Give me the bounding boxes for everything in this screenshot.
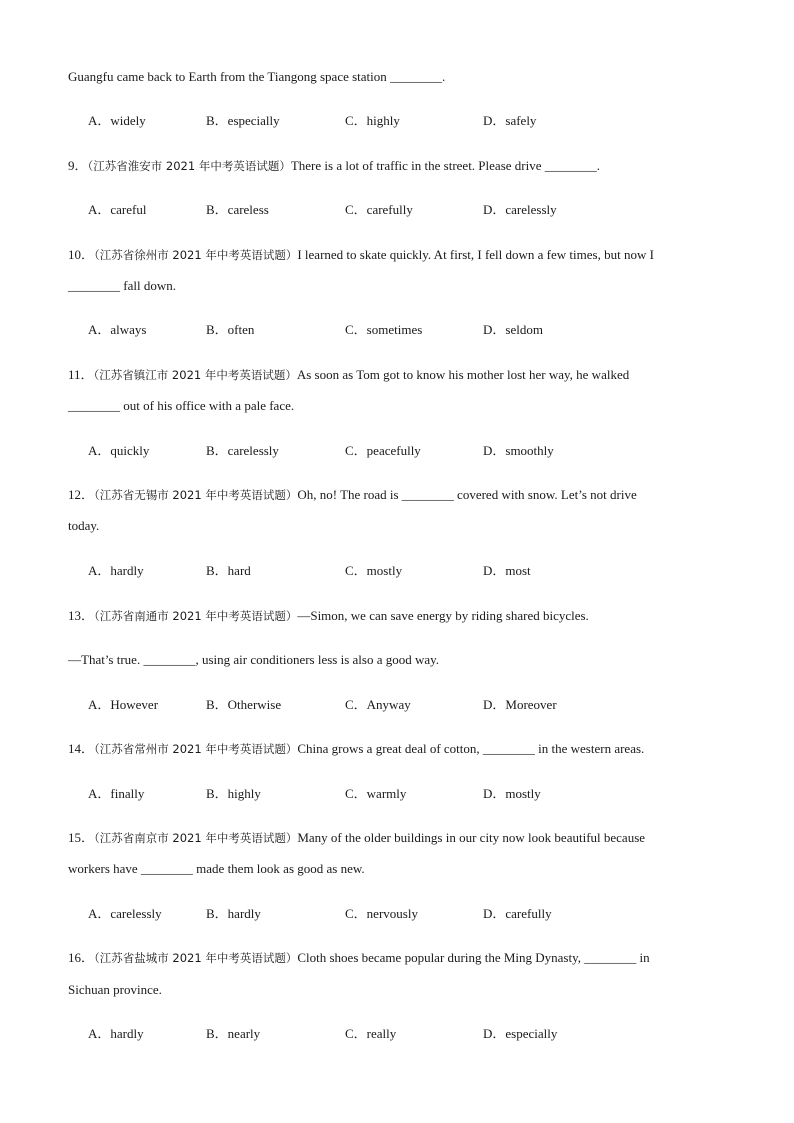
- q15-number: 15．: [68, 830, 95, 845]
- q8-option-b: B．especially: [206, 113, 280, 128]
- q12-option-b: B．hard: [206, 563, 251, 578]
- q9-option-b: B．careless: [206, 202, 269, 217]
- q14-stem: [68, 741, 728, 757]
- q14-source: （江苏省常州市 2021 年中考英语试题）: [94, 742, 298, 756]
- q12-stem: [68, 487, 728, 503]
- q14-number: 14．: [68, 741, 95, 756]
- q10-stem-line2: ________ fall down.: [68, 278, 176, 293]
- q11-stem: [68, 367, 728, 383]
- q9-option-d: D．carelessly: [483, 202, 557, 217]
- q15-stem: [68, 830, 728, 846]
- q9-options: [88, 202, 728, 218]
- q16-option-d: D．especially: [483, 1026, 558, 1041]
- q11-option-a: A．quickly: [88, 443, 150, 458]
- q9-stem: [68, 158, 728, 174]
- q11-option-c: C．peacefully: [345, 443, 421, 458]
- q12-number: 12．: [68, 487, 95, 502]
- q13-source: （江苏省南通市 2021 年中考英语试题）: [94, 609, 298, 623]
- q12-options: [88, 563, 728, 579]
- q16-number: 16．: [68, 950, 95, 965]
- q9-option-a: A．careful: [88, 202, 147, 217]
- q16-option-a: A．hardly: [88, 1026, 144, 1041]
- q8-option-d: D．safely: [483, 113, 537, 128]
- q16-options: [88, 1026, 728, 1042]
- q14-option-c: C．warmly: [345, 786, 407, 801]
- q13-option-d: D．Moreover: [483, 697, 557, 712]
- q8-option-c: C．highly: [345, 113, 400, 128]
- q15-option-a: A．carelessly: [88, 906, 162, 921]
- q13-options: [88, 697, 728, 713]
- q13-option-a: A．However: [88, 697, 159, 712]
- q12-text: Oh, no! The road is ________ covered with snow. Let’s not drive: [297, 487, 637, 502]
- q10-option-c: C．sometimes: [345, 322, 423, 337]
- q10-text: I learned to skate quickly. At first, I fell down a few times, but now I: [297, 247, 654, 262]
- q16-text: Cloth shoes became popular during the Ming Dynasty, ________ in: [297, 950, 650, 965]
- q16-option-b: B．nearly: [206, 1026, 261, 1041]
- q13-option-b: B．Otherwise: [206, 697, 282, 712]
- q16-source: （江苏省盐城市 2021 年中考英语试题）: [94, 951, 298, 965]
- q12-option-a: A．hardly: [88, 563, 144, 578]
- q10-option-a: A．always: [88, 322, 147, 337]
- q8-options: [88, 113, 728, 129]
- q13-number: 13．: [68, 608, 95, 623]
- q10-source: （江苏省徐州市 2021 年中考英语试题）: [94, 248, 298, 262]
- q13-text: —Simon, we can save energy by riding shared bicycles.: [297, 608, 589, 623]
- q16-stem: [68, 950, 728, 966]
- q13-stem-line2: —That’s true. ________, using air conditioners less is also a good way.: [68, 652, 440, 667]
- q15-option-b: B．hardly: [206, 906, 261, 921]
- q14-option-b: B．highly: [206, 786, 261, 801]
- q12-source: （江苏省无锡市 2021 年中考英语试题）: [94, 488, 298, 502]
- q8-stem-continuation: Guangfu came back to Earth from the Tiangong space station ________.: [68, 69, 446, 84]
- q11-stem-line2: ________ out of his office with a pale face.: [68, 398, 295, 413]
- q11-number: 11．: [68, 367, 94, 382]
- q10-option-d: D．seldom: [483, 322, 543, 337]
- q9-number: 9．: [68, 158, 88, 173]
- q12-stem-line2: today.: [68, 518, 100, 533]
- q14-option-a: A．finally: [88, 786, 145, 801]
- q8-option-a: A．widely: [88, 113, 146, 128]
- q15-text: Many of the older buildings in our city now look beautiful because: [297, 830, 646, 845]
- q13-stem: [68, 608, 728, 624]
- q10-stem: [68, 247, 728, 263]
- q11-option-d: D．smoothly: [483, 443, 554, 458]
- q11-text: As soon as Tom got to know his mother lost her way, he walked: [296, 367, 630, 382]
- q9-text: There is a lot of traffic in the street. Please drive ________.: [290, 158, 600, 173]
- q13-option-c: C．Anyway: [345, 697, 411, 712]
- q15-option-c: C．nervously: [345, 906, 418, 921]
- q12-option-d: D．most: [483, 563, 531, 578]
- q12-option-c: C．mostly: [345, 563, 403, 578]
- q15-source: （江苏省南京市 2021 年中考英语试题）: [94, 831, 298, 845]
- q11-option-b: B．carelessly: [206, 443, 279, 458]
- q9-source: （江苏省淮安市 2021 年中考英语试题）: [87, 159, 291, 173]
- q14-option-d: D．mostly: [483, 786, 541, 801]
- q14-text: China grows a great deal of cotton, ________ in the western areas.: [297, 741, 645, 756]
- q10-option-b: B．often: [206, 322, 255, 337]
- q14-options: [88, 786, 728, 802]
- q15-stem-line2: workers have ________ made them look as good as new.: [68, 861, 365, 876]
- q16-option-c: C．really: [345, 1026, 397, 1041]
- q10-options: [88, 322, 728, 338]
- q15-option-d: D．carefully: [483, 906, 552, 921]
- q16-stem-line2: Sichuan province.: [68, 982, 162, 997]
- q11-options: [88, 443, 728, 459]
- q9-option-c: C．carefully: [345, 202, 413, 217]
- q11-source: （江苏省镇江市 2021 年中考英语试题）: [93, 368, 297, 382]
- q10-number: 10．: [68, 247, 95, 262]
- q15-options: [88, 906, 728, 922]
